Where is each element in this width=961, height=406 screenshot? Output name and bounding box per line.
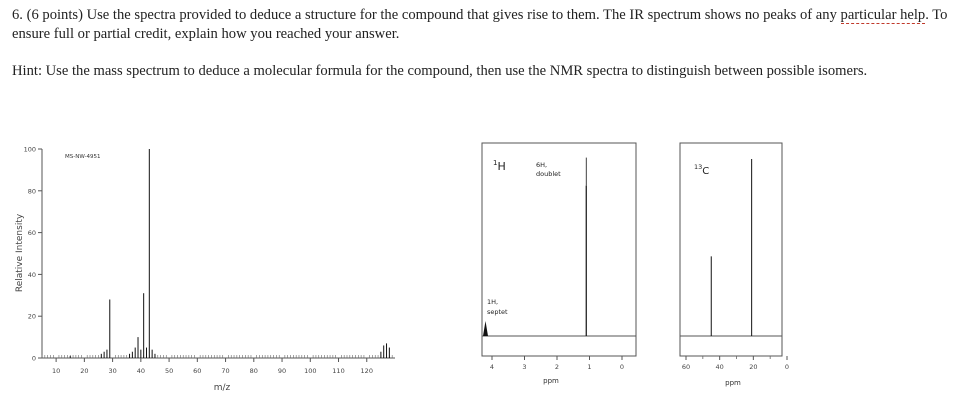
h-nmr-x-tick-label: 2 bbox=[554, 363, 560, 371]
h-nmr-nucleus-label: $^1$H bbox=[493, 159, 506, 173]
ms-y-tick-label: 20 bbox=[27, 312, 36, 321]
ms-y-label: Relative Intensity bbox=[15, 213, 25, 293]
h-nmr-peak-septet bbox=[483, 321, 488, 336]
ms-x-tick-label: 40 bbox=[136, 367, 145, 375]
h-nmr-x-tick-label: 4 bbox=[489, 363, 495, 371]
question-text: 6. (6 points) Use the spectra provided to deduce a structure for the compound that gives rise to them. The IR spectrum shows no peaks of any particular help. To ensure full or partial credit, explain how you reached your answer. bbox=[12, 7, 948, 42]
ms-x-tick-label: 70 bbox=[221, 367, 230, 375]
mass-spectrum-chart bbox=[0, 140, 410, 402]
ms-y-tick-label: 40 bbox=[27, 270, 36, 279]
ms-x-tick-label: 10 bbox=[51, 367, 61, 375]
ms-x-tick-label: 120 bbox=[360, 367, 373, 375]
c-nmr-x-label: ppm bbox=[725, 379, 741, 387]
h-nmr-peak-a-label-line1: 6H, bbox=[536, 161, 548, 169]
h-nmr-x-label: ppm bbox=[543, 377, 559, 385]
ms-x-tick-label: 90 bbox=[277, 367, 287, 375]
ms-id-label: MS-NW-4951 bbox=[65, 154, 101, 160]
particular-help-link[interactable]: particular help bbox=[840, 7, 926, 23]
h-nmr-peak-b-label-line2: septet bbox=[487, 308, 508, 316]
c-nmr-nucleus-label: $^{13}$C bbox=[694, 163, 710, 177]
ms-y-tick-label: 60 bbox=[27, 229, 36, 238]
ms-x-tick-label: 60 bbox=[193, 367, 202, 375]
ms-x-tick-label: 110 bbox=[332, 367, 345, 375]
c-nmr-chart bbox=[670, 140, 800, 402]
c-nmr-frame bbox=[680, 143, 782, 356]
h-nmr-x-tick-label: 1 bbox=[587, 363, 592, 371]
ms-x-tick-label: 20 bbox=[80, 367, 89, 375]
ms-x-tick-label: 30 bbox=[108, 367, 117, 375]
h-nmr-x-tick-label: 3 bbox=[522, 363, 527, 371]
ms-y-tick-label: 80 bbox=[27, 187, 36, 196]
ms-y-tick-label: 100 bbox=[23, 145, 36, 154]
ms-y-tick-label: 0 bbox=[31, 354, 36, 363]
c-nmr-x-tick-label: 40 bbox=[715, 363, 724, 371]
h-nmr-x-tick-label: 0 bbox=[619, 363, 625, 371]
ms-x-tick-label: 100 bbox=[304, 367, 317, 375]
h-nmr-peak-a-label-line2: doublet bbox=[536, 170, 561, 178]
ms-x-tick-label: 50 bbox=[164, 367, 174, 375]
hint-text: Hint: Use the mass spectrum to deduce a molecular formula for the compound, then use the NMR spectra to distinguish between possible isomers. bbox=[12, 63, 868, 79]
ms-x-label: m/z bbox=[213, 383, 231, 393]
c-nmr-x-tick-label: 60 bbox=[681, 363, 691, 371]
c-nmr-x-tick-label: 0 bbox=[784, 363, 790, 371]
h-nmr-peak-b-label-line1: 1H, bbox=[487, 298, 499, 306]
c-nmr-x-tick-label: 20 bbox=[749, 363, 758, 371]
h-nmr-chart bbox=[470, 140, 645, 402]
ms-x-tick-label: 80 bbox=[249, 367, 258, 375]
